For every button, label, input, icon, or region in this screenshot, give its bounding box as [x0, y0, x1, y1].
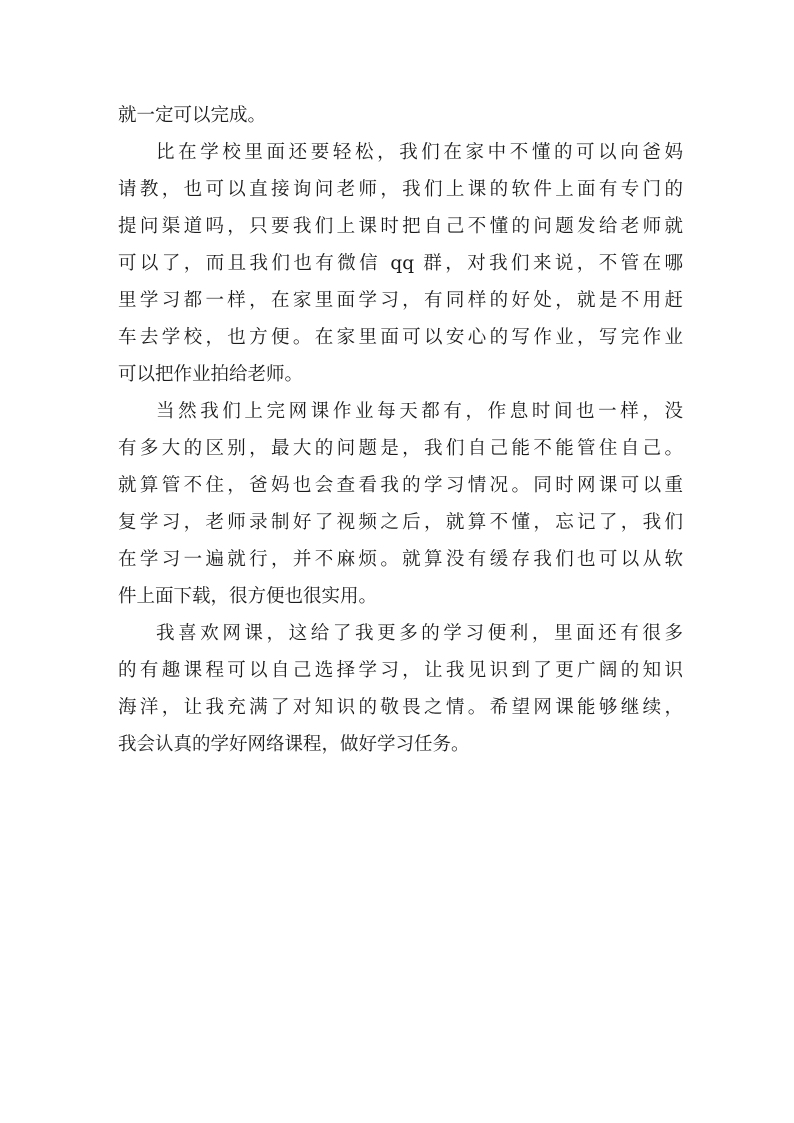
paragraph-conclusion — [118, 615, 683, 763]
text-line: 可以了，而且我们也有微信 qq 群，对我们来说，不管在哪 — [118, 253, 683, 274]
text-line: 里学习都一样，在家里面学习，有同样的好处，就是不用赶 — [118, 290, 683, 311]
text-line: 车去学校，也方便。在家里面可以安心的写作业，写完作业 — [118, 327, 683, 348]
text-line: 比在学校里面还要轻松，我们在家中不懂的可以向爸妈 — [156, 142, 683, 163]
text-line: 当然我们上完网课作业每天都有，作息时间也一样，没 — [156, 401, 683, 422]
essay-body — [118, 97, 683, 763]
text-line: 复学习，老师录制好了视频之后，就算不懂，忘记了，我们 — [118, 512, 683, 533]
text-line: 有多大的区别，最大的问题是，我们自己能不能管住自己。 — [118, 438, 683, 459]
text-line: 海洋，让我充满了对知识的敬畏之情。希望网课能够继续， — [118, 697, 683, 718]
text-line: 可以把作业拍给老师。 — [118, 364, 304, 385]
text-line: 就算管不住，爸妈也会查看我的学习情况。同时网课可以重 — [118, 475, 683, 496]
text-line: 我会认真的学好网络课程，做好学习任务。 — [118, 734, 470, 755]
paragraph-continuation — [118, 97, 683, 134]
text-line: 的有趣课程可以自己选择学习，让我见识到了更广阔的知识 — [118, 660, 683, 681]
text-line: 请教，也可以直接询问老师，我们上课的软件上面有专门的 — [118, 179, 683, 200]
text-line: 我喜欢网课，这给了我更多的学习便利，里面还有很多 — [156, 623, 683, 644]
text-line: 就一定可以完成。 — [118, 105, 267, 126]
paragraph-home-study — [118, 134, 683, 393]
text-line: 提问渠道吗，只要我们上课时把自己不懂的问题发给老师就 — [118, 216, 683, 237]
text-line: 在学习一遍就行，并不麻烦。就算没有缓存我们也可以从软 — [118, 549, 683, 570]
paragraph-homework-review — [118, 393, 683, 615]
text-line: 件上面下载，很方便也很实用。 — [118, 586, 378, 607]
